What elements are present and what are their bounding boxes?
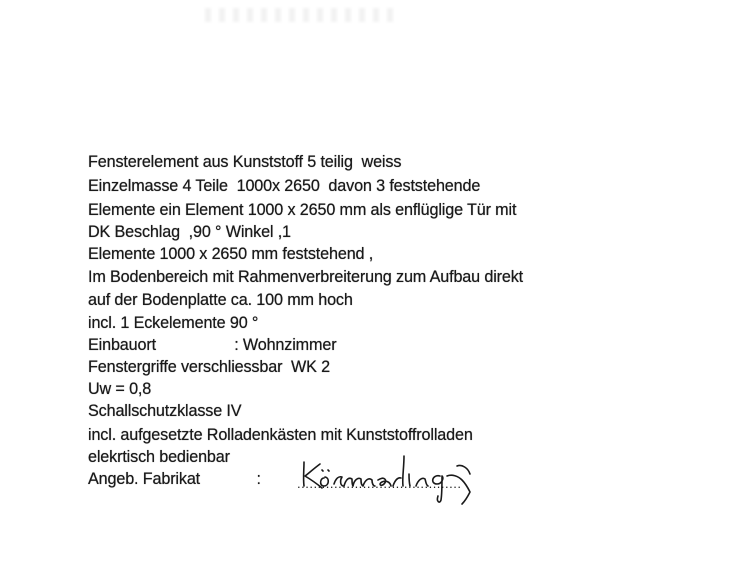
text-line: DK Beschlag ,90 ° Winkel ,1 xyxy=(88,223,291,241)
text-line: Uw = 0,8 xyxy=(88,380,152,398)
text-line: Im Bodenbereich mit Rahmenverbreiterung zum Aufbau direkt xyxy=(88,268,524,286)
scan-artifact xyxy=(205,8,395,22)
text-line: Einbauort : Wohnzimmer xyxy=(88,336,337,354)
text-line: Fensterelement aus Kunststoff 5 teilig weiss xyxy=(88,153,402,171)
text-line: Schallschutzklasse IV xyxy=(88,402,242,420)
text-line: Einzelmasse 4 Teile 1000x 2650 davon 3 feststehende xyxy=(88,177,481,195)
text-line: auf der Bodenplatte ca. 100 mm hoch xyxy=(88,291,353,309)
text-line: incl. aufgesetzte Rolladenkästen mit Kunststoffrolladen xyxy=(88,426,473,444)
text-line: elekrtisch bedienbar xyxy=(88,448,230,466)
handwritten-signature xyxy=(292,446,507,506)
signature-dotted-line: ........................................ xyxy=(297,476,462,491)
text-line: Elemente ein Element 1000 x 2650 mm als enflüglige Tür mit xyxy=(88,201,517,219)
text-line: Fenstergriffe verschliessbar WK 2 xyxy=(88,358,330,376)
text-line: incl. 1 Eckelemente 90 ° xyxy=(88,314,259,332)
text-line: Angeb. Fabrikat : xyxy=(88,470,261,488)
text-line: Elemente 1000 x 2650 mm feststehend , xyxy=(88,245,374,263)
